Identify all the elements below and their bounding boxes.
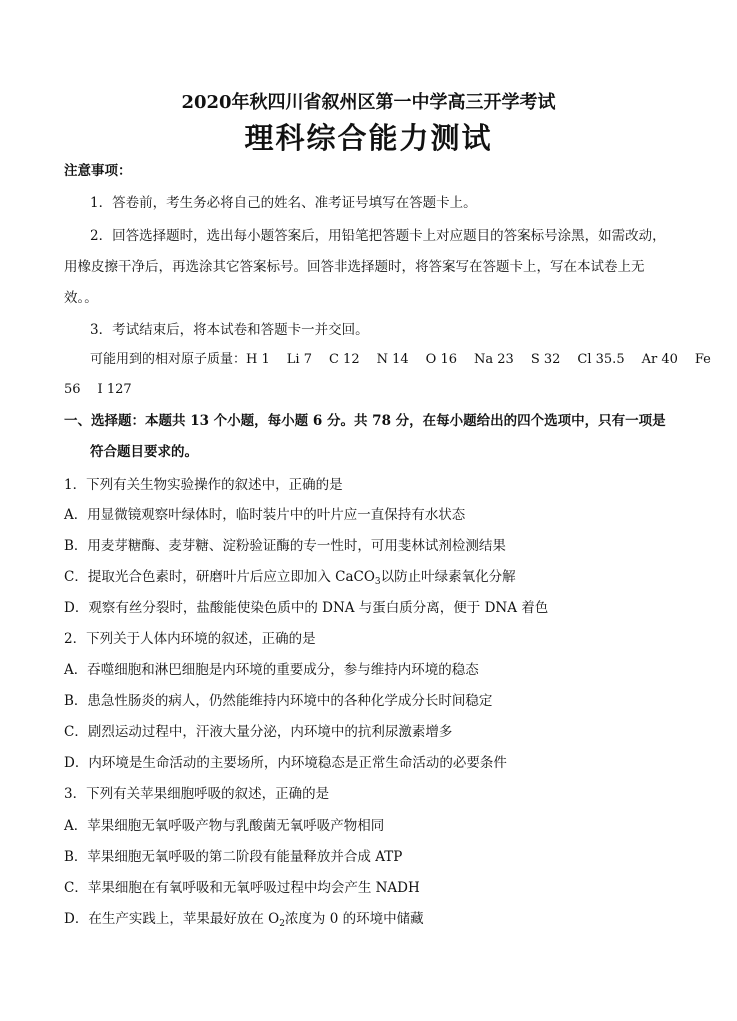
mass-n: N 14 xyxy=(376,352,409,367)
question-1-option-c xyxy=(64,568,516,591)
atomic-masses-line-2 xyxy=(64,381,132,399)
mass-cl: Cl 35.5 xyxy=(577,352,625,367)
question-2-option-c: C．剧烈运动过程中，汗液大量分泌，内环境中的抗利尿激素增多 xyxy=(64,724,453,740)
mass-li: Li 7 xyxy=(286,352,312,367)
section-label: 一、选择题： xyxy=(64,413,145,429)
mass-s: S 32 xyxy=(530,352,561,367)
notes-item-1: 1．答卷前，考生务必将自己的姓名、准考证号填写在答题卡上。 xyxy=(90,195,477,211)
mass-ar: Ar 40 xyxy=(641,352,678,367)
question-1-option-b: B．用麦芽糖酶、麦芽糖、淀粉验证酶的专一性时，可用斐林试剂检测结果 xyxy=(64,538,506,554)
question-3-option-c: C．苹果细胞在有氧呼吸和无氧呼吸过程中均会产生 NADH xyxy=(64,880,420,896)
subscript: 2 xyxy=(279,919,285,929)
mass-fe-label: Fe xyxy=(694,352,711,367)
mass-i: I 127 xyxy=(97,382,132,397)
question-2-option-b: B．患急性肠炎的病人，仍然能维持内环境中的各种化学成分长时间稳定 xyxy=(64,693,493,709)
exam-title: 2020年秋四川省叙州区第一中学高三开学考试 xyxy=(181,92,556,113)
question-1-option-d: D．观察有丝分裂时，盐酸能使染色质中的 DNA 与蛋白质分离，便于 DNA 着色 xyxy=(64,600,549,616)
question-3-stem: 3．下列有关苹果细胞呼吸的叙述，正确的是 xyxy=(64,786,330,802)
section-desc-c: 选项中，只有一项是 xyxy=(544,413,666,429)
section-desc-a: 本题共 13 个小题，每小题 6 分。共 78 分，在每小题给出的 xyxy=(145,413,518,429)
notes-item-2-line-2: 用橡皮擦干净后，再选涂其它答案标号。回答非选择题时，将答案写在答题卡上，写在本试卷上无 xyxy=(64,259,645,275)
question-3-option-b: B．苹果细胞无氧呼吸的第二阶段有能量释放并合成 ATP xyxy=(64,849,403,865)
notes-item-3: 3．考试结束后，将本试卷和答题卡一并交回。 xyxy=(90,322,369,338)
mass-c: C 12 xyxy=(328,352,360,367)
mass-fe-value: 56 xyxy=(64,382,81,397)
subscript: 3 xyxy=(374,577,381,587)
question-1-option-c-text: C．提取光合色素时，研磨叶片后应立即加入 CaCO xyxy=(64,569,375,585)
question-2-option-a: A．吞噬细胞和淋巴细胞是内环境的重要成分，参与维持内环境的稳态 xyxy=(64,662,479,678)
mass-o: O 16 xyxy=(425,352,457,367)
question-3-option-a: A．苹果细胞无氧呼吸产物与乳酸菌无氧呼吸产物相同 xyxy=(64,818,385,834)
question-3-option-d-tail: 浓度为 0 的环境中储藏 xyxy=(284,911,424,927)
atomic-masses-line-1 xyxy=(90,351,711,369)
notes-heading: 注意事项： xyxy=(64,163,132,179)
atomic-masses-label: 可能用到的相对原子质量： xyxy=(90,352,247,367)
section-heading xyxy=(64,412,666,430)
notes-item-2-line-3: 效。。 xyxy=(64,290,98,306)
question-1-option-c-tail: 以防止叶绿素氧化分解 xyxy=(380,569,516,585)
mass-h: H 1 xyxy=(246,352,270,367)
question-1-option-a: A．用显微镜观察叶绿体时，临时装片中的叶片应一直保持有水状态 xyxy=(64,507,466,523)
question-2-option-d: D．内环境是生命活动的主要场所，内环境稳态是正常生命活动的必要条件 xyxy=(64,755,507,771)
section-desc-b: 四个 xyxy=(517,413,545,429)
subject-title: 理科综合能力测试 xyxy=(244,121,493,155)
question-2-stem: 2．下列关于人体内环境的叙述，正确的是 xyxy=(64,631,316,647)
section-heading-line-2: 符合题目要求的。 xyxy=(90,444,198,460)
question-1-stem: 1．下列有关生物实验操作的叙述中，正确的是 xyxy=(64,477,343,493)
mass-na: Na 23 xyxy=(474,352,514,367)
question-3-option-d xyxy=(64,910,424,933)
question-3-option-d-text: D．在生产实践上，苹果最好放在 O xyxy=(64,911,280,927)
notes-item-2-line-1: 2．回答选择题时，选出每小题答案后，用铅笔把答题卡上对应题目的答案标号涂黑，如需改动， xyxy=(90,228,666,244)
